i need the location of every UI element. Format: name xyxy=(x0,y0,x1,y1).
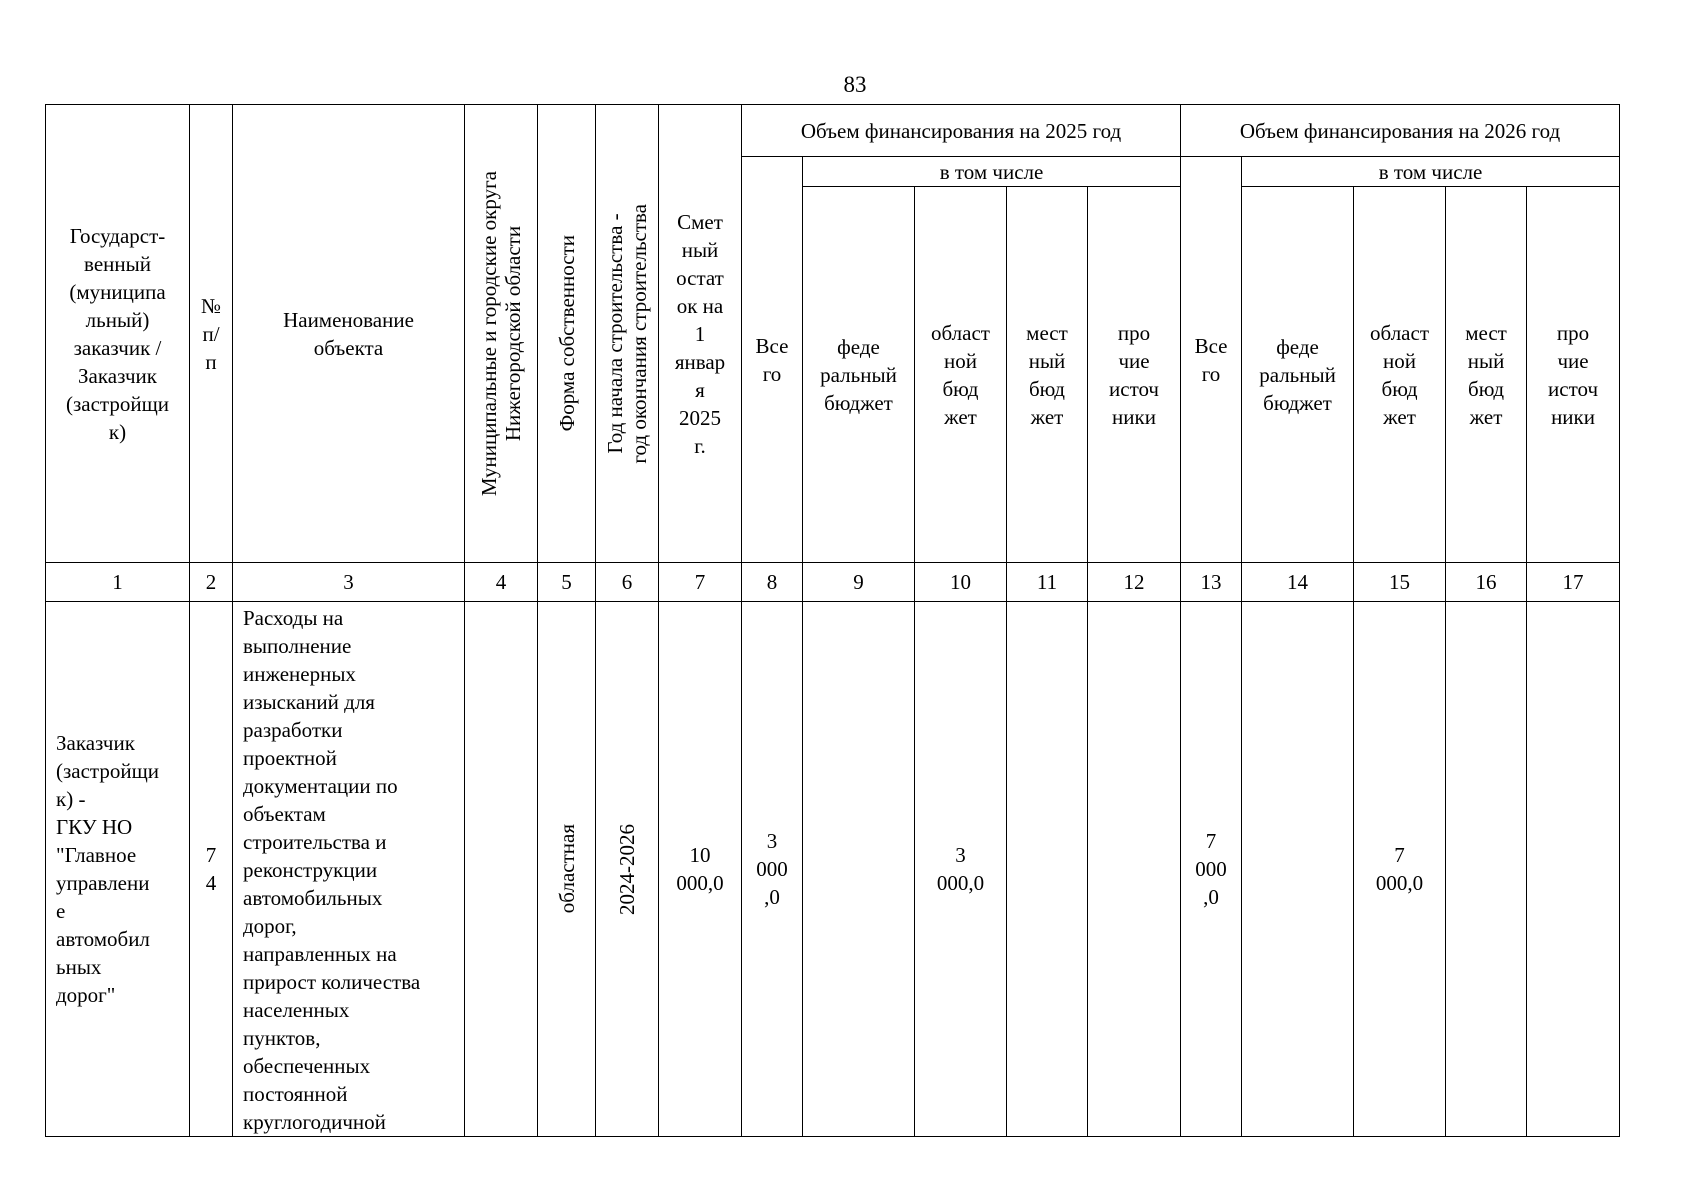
table-row xyxy=(46,602,1620,1137)
row-total-2026: 7 000 ,0 xyxy=(1181,602,1242,1137)
row-federal-2026 xyxy=(1242,602,1354,1137)
header-regional-2026: област ной бюд жет xyxy=(1354,187,1446,563)
row-number: 7 4 xyxy=(190,602,233,1137)
row-municipal xyxy=(465,602,538,1137)
column-number: 8 xyxy=(742,563,803,602)
header-federal-2026: феде ральный бюджет xyxy=(1242,187,1354,563)
column-number: 3 xyxy=(233,563,465,602)
row-ownership-text: областная xyxy=(554,824,579,914)
header-object-name: Наименование объекта xyxy=(233,105,465,563)
row-years xyxy=(596,602,659,1137)
header-ownership xyxy=(538,105,596,563)
row-regional-2025: 3 000,0 xyxy=(915,602,1007,1137)
column-number: 4 xyxy=(465,563,538,602)
column-number: 7 xyxy=(659,563,742,602)
header-total-2025: Все го xyxy=(742,157,803,563)
column-number: 5 xyxy=(538,563,596,602)
row-ownership xyxy=(538,602,596,1137)
header-estimate-balance: Смет ный остат ок на 1 январ я 2025 г. xyxy=(659,105,742,563)
column-number: 10 xyxy=(915,563,1007,602)
column-number: 12 xyxy=(1088,563,1181,602)
column-number: 14 xyxy=(1242,563,1354,602)
row-total-2025: 3 000 ,0 xyxy=(742,602,803,1137)
header-other-2025: про чие источ ники xyxy=(1088,187,1181,563)
header-fin-2025: Объем финансирования на 2025 год xyxy=(742,105,1181,157)
header-fin-2026: Объем финансирования на 2026 год xyxy=(1181,105,1620,157)
header-municipal-text: Муниципальные и городские округа Нижегородской области xyxy=(477,170,525,497)
header-regional-2025: област ной бюд жет xyxy=(915,187,1007,563)
row-federal-2025 xyxy=(803,602,915,1137)
header-municipal xyxy=(465,105,538,563)
column-number: 11 xyxy=(1007,563,1088,602)
row-local-2026 xyxy=(1446,602,1527,1137)
column-number: 2 xyxy=(190,563,233,602)
header-including-2025: в том числе xyxy=(803,157,1181,187)
row-years-text: 2024-2026 xyxy=(615,823,639,915)
row-other-2026 xyxy=(1527,602,1620,1137)
column-number: 15 xyxy=(1354,563,1446,602)
header-federal-2025: феде ральный бюджет xyxy=(803,187,915,563)
header-years xyxy=(596,105,659,563)
column-number: 9 xyxy=(803,563,915,602)
financing-table xyxy=(45,104,1620,1137)
column-number: 17 xyxy=(1527,563,1620,602)
row-other-2025 xyxy=(1088,602,1181,1137)
header-number: № п/ п xyxy=(190,105,233,563)
header-local-2026: мест ный бюд жет xyxy=(1446,187,1527,563)
header-customer: Государст- венный (муниципа льный) заказчик / Заказчик (застройщи к) xyxy=(46,105,190,563)
row-estimate-balance: 10 000,0 xyxy=(659,602,742,1137)
row-regional-2026: 7 000,0 xyxy=(1354,602,1446,1137)
header-local-2025: мест ный бюд жет xyxy=(1007,187,1088,563)
header-including-2026: в том числе xyxy=(1242,157,1620,187)
header-years-text: Год начала строительства - год окончания строительства xyxy=(603,203,651,464)
row-customer: Заказчик (застройщи к) - ГКУ НО "Главное управлени е автомобил ьных дорог" xyxy=(46,602,190,1137)
page-number: 83 xyxy=(843,72,867,97)
header-ownership-text: Форма собственности xyxy=(554,235,579,432)
row-local-2025 xyxy=(1007,602,1088,1137)
header-other-2026: про чие источ ники xyxy=(1527,187,1620,563)
row-object-name: Расходы на выполнение инженерных изысканий для разработки проектной документации по объектам строительства и реконструкции автомобильных дорог, направленных на прирост количества населенных пунктов, обеспеченных постоянной круглогодичной xyxy=(233,602,465,1137)
column-number: 16 xyxy=(1446,563,1527,602)
column-number: 1 xyxy=(46,563,190,602)
header-total-2026: Все го xyxy=(1181,157,1242,563)
column-number: 6 xyxy=(596,563,659,602)
column-number: 13 xyxy=(1181,563,1242,602)
